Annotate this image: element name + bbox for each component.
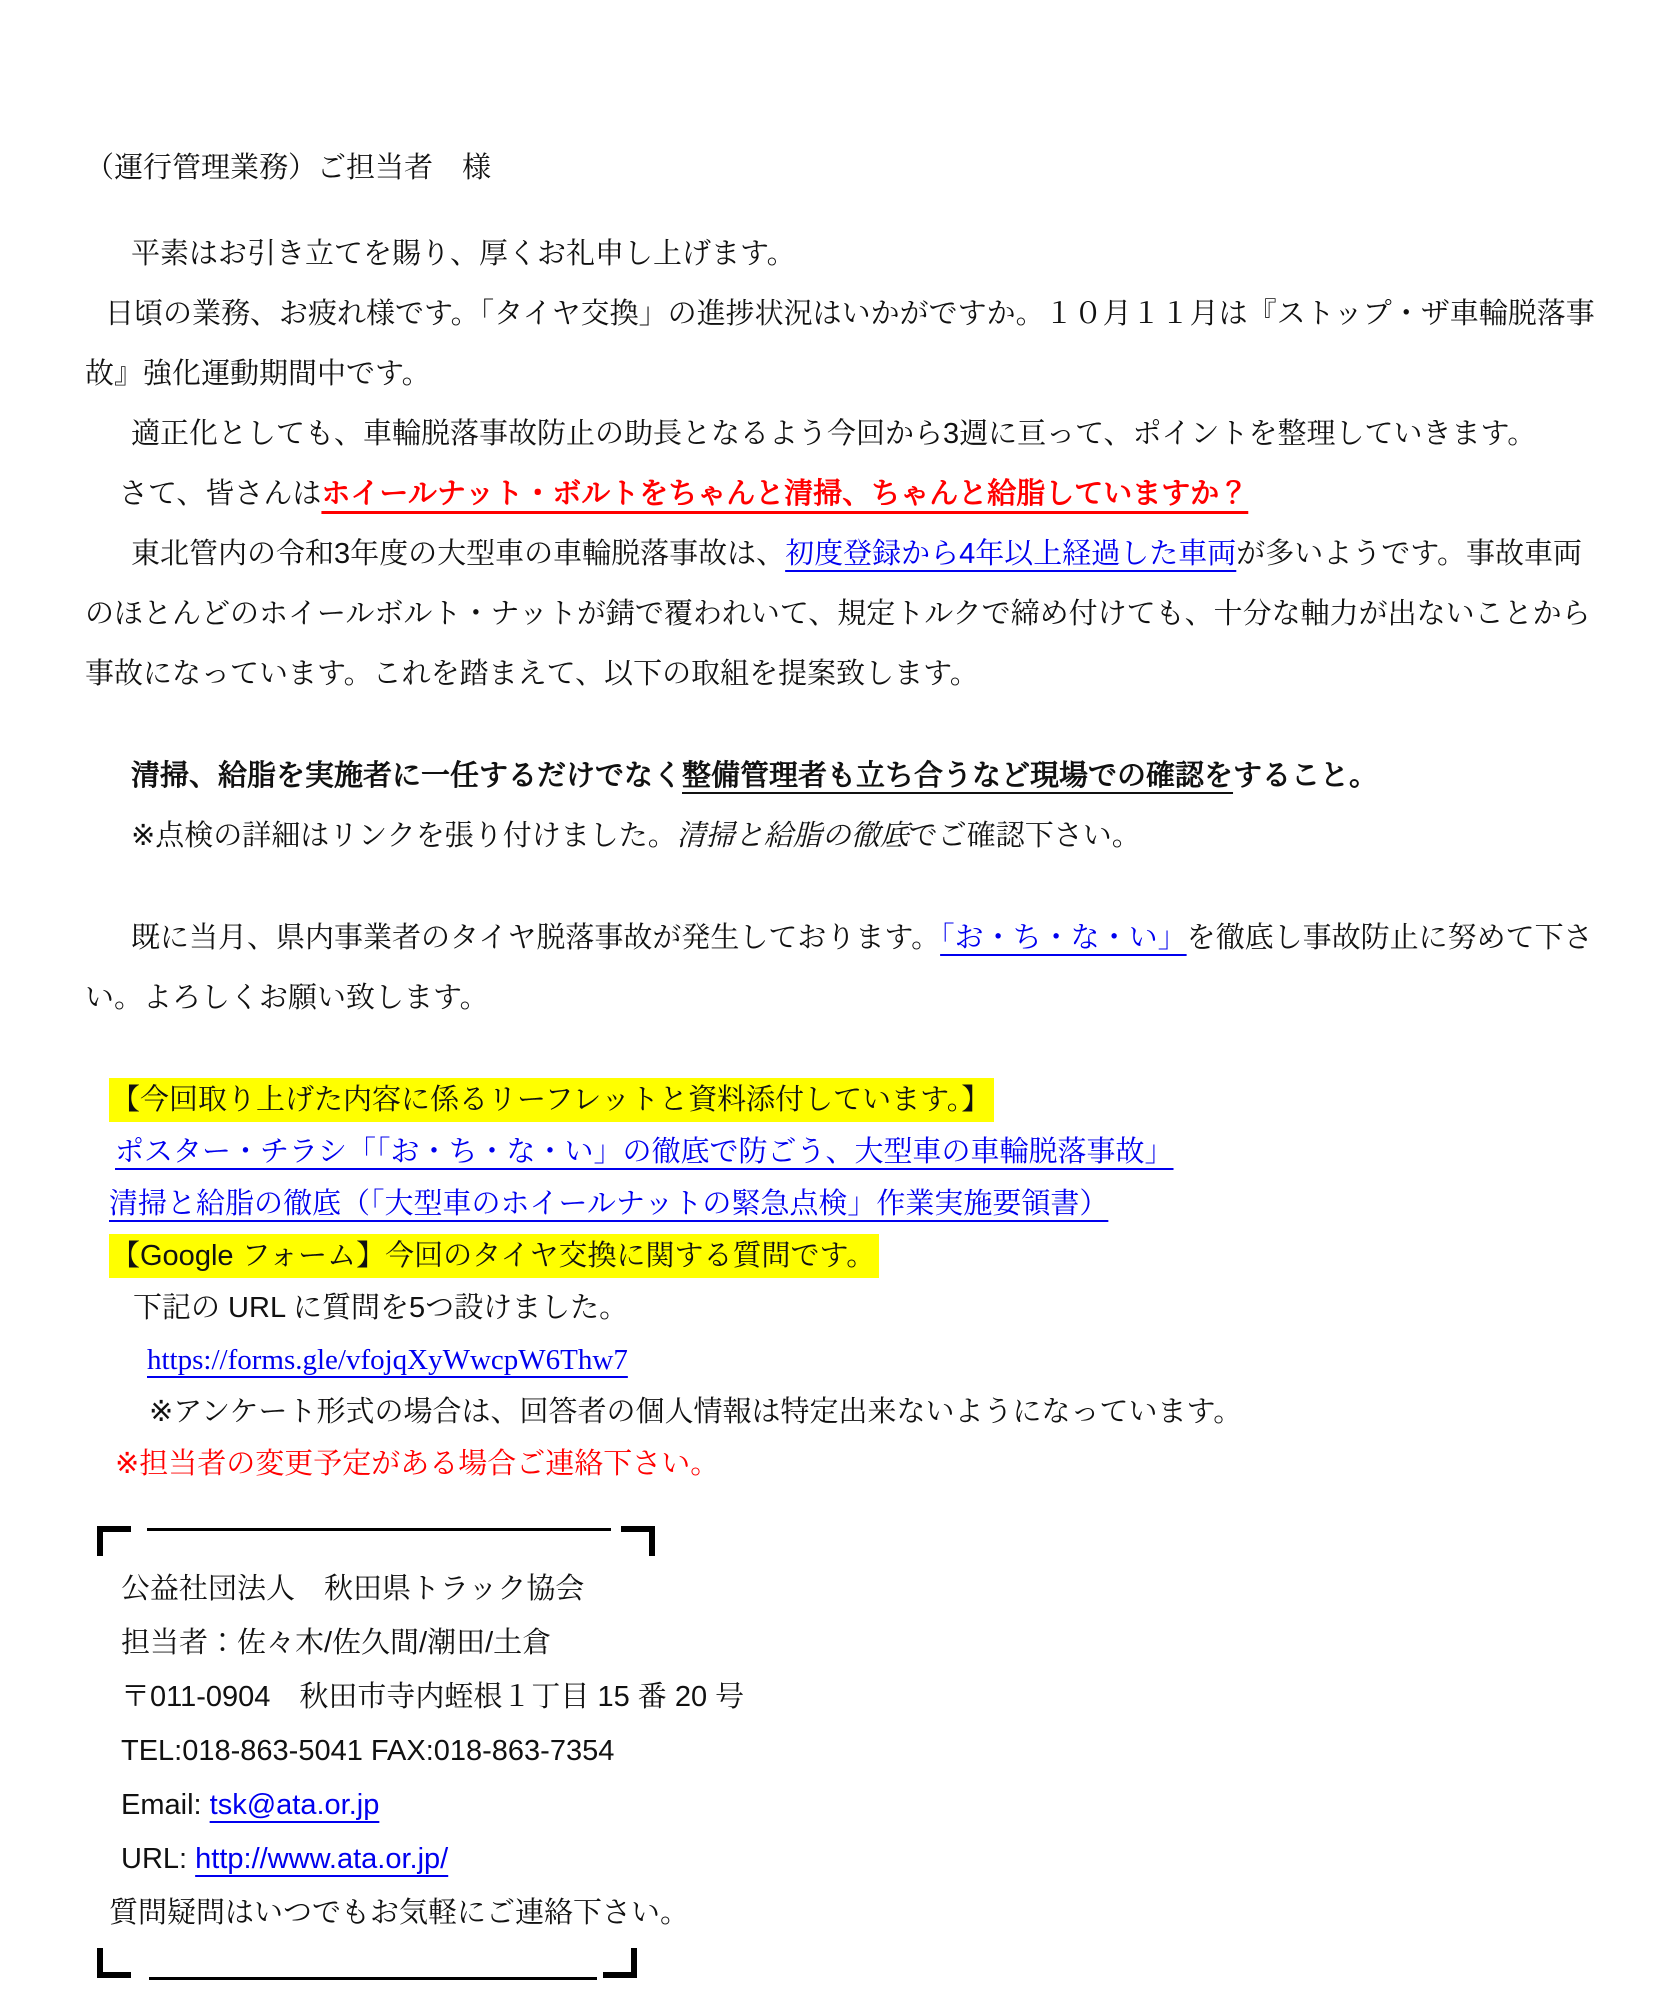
form-url-line <box>147 1334 1596 1386</box>
corner-top-left-icon <box>97 1526 131 1556</box>
proposal-paragraph <box>131 746 1596 806</box>
google-form-url-link[interactable]: https://forms.gle/vfojqXyWwcpW6Thw7 <box>147 1344 628 1376</box>
question-red-emphasis: ホイールナット・ボルトをちゃんと清掃、ちゃんと給脂していますか？ <box>321 478 1249 510</box>
cleaning-grease-doc-link[interactable]: 清掃と給脂の徹底（「大型車のホイールナットの緊急点検」作業実施要領書） <box>109 1188 1109 1220</box>
url-line <box>121 1832 717 1886</box>
poster-link-line <box>115 1126 1596 1178</box>
vehicle-age-link[interactable]: 初度登録から4年以上経過した車両 <box>785 538 1237 570</box>
organization-name: 公益社団法人 秋田県トラック協会 <box>121 1573 585 1605</box>
question-prefix-text: さて、皆さんは <box>119 478 322 510</box>
postal-address: 〒011-0904 秋田市寺内蛭根１丁目 15 番 20 号 <box>121 1681 745 1713</box>
google-form-highlight: 【Google フォーム】今回のタイヤ交換に関する質問です。 <box>109 1234 879 1278</box>
closing-line: 質問疑問はいつでもお気軽にご連絡下さい。 <box>109 1897 690 1929</box>
top-rule-line <box>147 1528 611 1531</box>
proposal-lead-text: 清掃、給脂を実施者に一任するだけでなく <box>131 760 683 792</box>
inspection-note-italic: 清掃と給脂の徹底 <box>676 820 909 852</box>
form-intro-line: 下記の URL に質問を5つ設けました。 <box>133 1292 629 1324</box>
bottom-rule-line <box>149 1977 597 1980</box>
corner-top-right-icon <box>621 1526 655 1556</box>
email-link[interactable]: tsk@ata.or.jp <box>209 1789 380 1821</box>
poster-flyer-link[interactable]: ポスター・チラシ「「お・ち・な・い」の徹底で防ごう、大型車の車輪脱落事故」 <box>115 1136 1174 1168</box>
signature-body <box>97 1554 745 1950</box>
tohoku-prefix-text: 東北管内の令和3年度の大型車の車輪脱落事故は、 <box>131 538 786 570</box>
campaign-paragraph: 適正化としても、車輪脱落事故防止の助長となるよう今回から3週に亘って、ポイントを整理していきます。 <box>131 418 1537 450</box>
attachments-heading <box>109 1074 1596 1126</box>
google-form-heading <box>109 1230 1596 1282</box>
corner-bottom-right-icon <box>603 1948 637 1978</box>
email-label: Email: <box>121 1789 202 1821</box>
cleaning-link-line <box>109 1178 1596 1230</box>
contact-change-note: ※担当者の変更予定がある場合ご連絡下さい。 <box>115 1448 720 1480</box>
accident-prefix-text: 既に当月、県内事業者のタイヤ脱落事故が発生しております。 <box>131 922 941 954</box>
staff-names: 担当者：佐々木/佐久間/潮田/土倉 <box>121 1627 552 1659</box>
signature-top-border <box>97 1524 655 1554</box>
tohoku-suffix-text: が多いようです。事故車両のほとんどのホイールボルト・ナットが錆で覆われいて、規定トルクで締め付けても、十分な軸力が出ないことから事故になっています。これを踏まえて、以下の取組を提案致します。 <box>85 538 1591 690</box>
website-url-link[interactable]: http://www.ata.or.jp/ <box>195 1843 449 1875</box>
email-line <box>121 1778 717 1832</box>
tel-fax-line: TEL:018-863-5041 FAX:018-863-7354 <box>121 1735 615 1767</box>
attachments-section <box>85 1074 1596 1490</box>
inspection-note-suffix: でご確認下さい。 <box>908 820 1141 852</box>
tohoku-paragraph <box>85 524 1596 704</box>
question-paragraph <box>119 464 1596 524</box>
accident-suffix-text: を徹底し事故防止に努めて下さい。よろしくお願い致します。 <box>85 922 1593 1014</box>
inspection-note <box>131 806 1596 866</box>
greeting-line: 平素はお引き立てを賜り、厚くお礼申し上げます。 <box>131 238 796 270</box>
inspection-note-prefix: ※点検の詳細はリンクを張り付けました。 <box>131 820 677 852</box>
attachments-heading-highlight: 【今回取り上げた内容に係るリーフレットと資料添付しています。】 <box>109 1078 994 1122</box>
corner-bottom-left-icon <box>97 1948 131 1978</box>
intro-paragraph: 日頃の業務、お疲れ様です。「タイヤ交換」の進捗状況はいかがですか。１０月１１月は『ストップ・ザ車輪脱落事故』強化運動期間中です。 <box>85 298 1595 390</box>
proposal-tail-text: すること。 <box>1233 760 1379 792</box>
salutation-line: （運行管理業務）ご担当者 様 <box>85 152 492 184</box>
accident-paragraph <box>85 908 1596 1028</box>
anonymity-note: ※アンケート形式の場合は、回答者の個人情報は特定出来ないようになっています。 <box>149 1396 1243 1428</box>
ochinai-link[interactable]: 「お・ち・な・い」 <box>940 922 1187 954</box>
signature-bottom-border <box>97 1950 637 1980</box>
proposal-underlined-text: 整備管理者も立ち合うなど現場での確認を <box>682 760 1234 792</box>
url-label: URL: <box>121 1843 188 1875</box>
signature-block <box>97 1524 745 1980</box>
